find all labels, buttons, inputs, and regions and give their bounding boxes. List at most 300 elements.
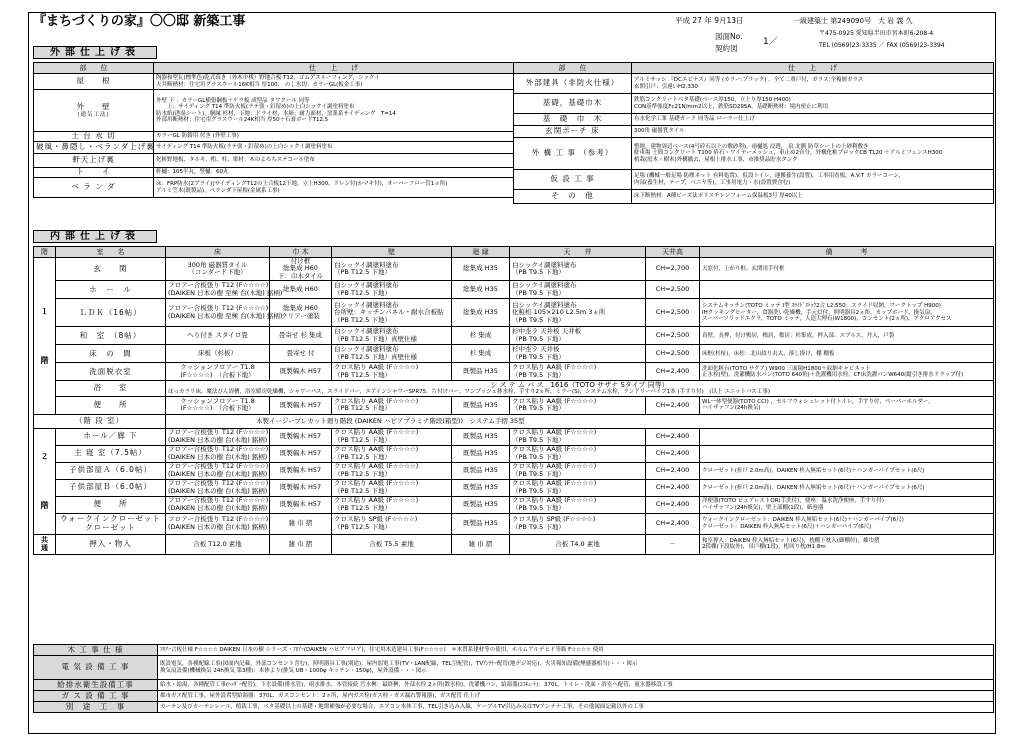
spec-cell (154, 154, 514, 168)
bottom-table (33, 644, 994, 713)
room-title: 洗面脱衣室 (89, 366, 132, 376)
cell-line: 総集成 H35 (463, 308, 498, 317)
bottom-row (34, 680, 994, 691)
note-cell (700, 281, 994, 299)
room-title-2: クローゼット (85, 522, 136, 532)
room-row (34, 258, 994, 281)
bottom-line: カーテン及びカーテンレール，植栽工事，ベタ基礎以上の基礎・地盤補強が必要な場合，エアコン本体工事，TEL引き込み入線，ケーブルTV引込み又はTVアンテナ工事，その他図面記載以外の工事 (160, 703, 644, 710)
cell-line: クロス貼り SP級 (F☆☆☆☆) (512, 515, 596, 524)
date: 平成 27 年 9月13日 (675, 16, 744, 25)
cell-line: （PB T12.5 下地）真壁仕様 (334, 334, 417, 343)
room-name (56, 513, 166, 534)
cell-line: 止水栓(壁)，洗濯機防水パン(TOTO 640角)＋洗濯機用水栓，CF床洗濯パンW640(縦引き排水ドラップ付) (702, 371, 964, 378)
tel: TEL (0569)23-3335 ／ FAX (0569)23-3394 (819, 42, 945, 49)
room-title: 浴 室 (93, 383, 128, 393)
part-label (34, 168, 154, 178)
note-cell (700, 513, 994, 534)
cell-line: 白シックイ調塗料塗布 (334, 260, 399, 269)
cell-line: 雑 巾 摺 (288, 519, 313, 528)
cell-line: アルミ笠木(既製品)，ベランダ下屋根(金属系工事) (156, 187, 280, 194)
cell-line: 杉中杢ラ 天井板 (512, 345, 560, 354)
room-row (34, 327, 994, 345)
cell-line: （PB T9.5 下地） (512, 435, 565, 444)
room-name (56, 496, 166, 513)
bottom-row (34, 645, 994, 656)
cell-line: 既製幅木 H57 (279, 449, 322, 458)
cell-line: クリアー塗装 (281, 311, 320, 320)
cell-line: クッションフロアー T1.8 (180, 396, 255, 405)
cell-line: クロス貼り AA級 (F☆☆☆☆) (512, 496, 597, 505)
floor-kai: 階 (40, 355, 49, 365)
ceiling-cell (510, 258, 646, 281)
cell-line: 化粧野地板、タルキ、桁、柱、梁材：木のよろちステコール塗布 (156, 157, 315, 164)
cell-line: CH=2,400 (655, 466, 690, 475)
base-cell (270, 327, 332, 345)
bottom-text (158, 702, 994, 713)
cell-line: (DAIKEN 日本の樹 台(木地) 銘柄) (168, 435, 268, 444)
address: 〒475-0925 愛知県半田市宮本町6-208-4 (819, 30, 934, 37)
cell-line: クロス貼り AA級 (F☆☆☆☆) (334, 479, 419, 488)
floor-cell (166, 258, 270, 281)
cell-line: クロス貼り AA級 (F☆☆☆☆) (334, 462, 419, 471)
cell-line: 外部用断熱材：住宅用グラスウール24K相当 厚50＋石膏ボードT12.5 (156, 116, 329, 123)
common-label-1: 共 (41, 536, 48, 545)
spec-sheet (28, 12, 996, 734)
cell-line: 杉 集成 (469, 349, 492, 358)
cell-line: 駐車場 土間コンクリート T100 砕石・ワイヤーメッシュ，車止め2台分，外構化粧ブロックCB T120 ＋アルミフェンスH300 (634, 150, 943, 157)
height-cell (646, 479, 700, 496)
ceiling-cell (510, 396, 646, 414)
bottom-text (158, 680, 994, 691)
spec-cell (632, 94, 994, 114)
cell-line: クロス貼り AA級 (F☆☆☆☆) (334, 496, 419, 505)
part-name: 仮 設 工 事 (550, 174, 595, 184)
part-name: 破風・鼻隠し・ベランダ上げ裏 (36, 142, 155, 152)
col-header: 廻 縁 (452, 247, 510, 258)
cell-line: 既製幅木 H57 (279, 483, 322, 492)
cell-line: システムキッチン(TOTO ミッテ I型 ｽﾗｲﾄﾞｽﾄｯｸ2合 L2,550：スライド収納，ワークトップ H900) (702, 303, 941, 310)
molding-cell (452, 281, 510, 299)
cell-line: 総集成 H35 (463, 264, 498, 273)
ceiling-cell (510, 462, 646, 479)
cell-line: 軒樋：105半丸，竪樋：60丸 (156, 169, 229, 176)
height-cell (646, 281, 700, 299)
floor-cell (166, 479, 270, 496)
note-cell (700, 258, 994, 281)
floor-cell (166, 462, 270, 479)
cell-line: サイディング T14 準防火板(ラテ張・釘留め)の上白シックイ調塗料塗布 (156, 144, 333, 151)
room-name (56, 479, 166, 496)
cell-line: 洋便器(TOTO ピュアレストQR(手洗付)，便座：温水洗浄便座，手すり付) (702, 498, 884, 505)
room-name (56, 345, 166, 363)
cell-line: クローゼット(折戸 2.0m高)，DAIKEN 枠入無垢セット(6尺)＋ハンガーパイプセット(6尺) (702, 467, 925, 474)
cell-line: 畳寄せ 付 (286, 349, 315, 358)
cell-line: 白シックイ調塗料塗布 (512, 300, 577, 309)
cell-line: 畳寄せ 杉 集成 (278, 331, 323, 340)
note-cell (700, 534, 994, 554)
room-row (34, 445, 994, 462)
col-header: 天 井 (510, 247, 646, 258)
cell-line: 防水紙(透湿シート)，胴縁 杉材，下地：ドライ材，本締：耐力面材，窯業系サイディング T=14 (156, 110, 396, 117)
room-name (56, 258, 166, 281)
cell-line: へり付き スタイロ畳 (187, 331, 248, 340)
cell-line: 杉 集成 (469, 331, 492, 340)
cell-line: CH=2,500 (655, 308, 690, 317)
part-label (34, 74, 154, 90)
room-title: ウォークインクローゼット (60, 514, 161, 524)
height-cell (646, 299, 700, 327)
height-cell (646, 513, 700, 534)
spec-cell (632, 138, 994, 170)
base-cell (270, 445, 332, 462)
room-row (34, 345, 994, 363)
ceiling-cell (510, 479, 646, 496)
cell-line: 有水化学工業 基礎ガード 同等品 ローラー仕上げ (634, 116, 755, 123)
part-label (514, 170, 632, 190)
room-row (34, 381, 994, 396)
note-cell (700, 445, 994, 462)
cell-line: （PB T9.5 下地） (512, 486, 565, 495)
cell-line: 天井断熱材：住宅用グラスウール16K相当 厚100、 のし水切：カラーGL(板金工事) (156, 81, 363, 88)
exterior-row (34, 132, 514, 142)
cell-line: CH=2,400 (655, 449, 690, 458)
cell-line: （PB T12.5 下地） (334, 452, 391, 461)
base-cell (270, 396, 332, 414)
cell-line: （PB T12.5 下地） (334, 469, 391, 478)
cell-line: 既製品 H35 (463, 367, 498, 376)
cell-line: (F☆☆☆☆) （合板下地） (180, 404, 255, 413)
ceiling-cell (510, 345, 646, 363)
room-name (56, 281, 166, 299)
ceiling-cell (510, 363, 646, 381)
base-cell (270, 428, 332, 445)
cell-line: 合板 T12.0 素地 (193, 539, 242, 548)
spec-cell (632, 126, 994, 138)
bottom-row (34, 656, 994, 680)
room-name (56, 363, 166, 381)
cell-line: クロス貼り AA級 (F☆☆☆☆) (334, 363, 419, 372)
cell-line: クロス貼り AA級 (F☆☆☆☆) (334, 428, 419, 437)
wall-cell (332, 496, 452, 513)
cell-line: 白シックイ調塗料塗布 (512, 260, 577, 269)
note-cell (700, 327, 994, 345)
cell-line: 既製品 H35 (463, 483, 498, 492)
cell-line: クロス貼り AA級 (F☆☆☆☆) (512, 479, 597, 488)
col-header: 天井高 (646, 247, 700, 258)
spec-cell (632, 74, 994, 94)
cell-line: クロス貼り AA級 (F☆☆☆☆) (334, 396, 419, 405)
part-label (514, 114, 632, 126)
cell-line: クッションフロアー T1.8 (180, 363, 255, 372)
wall-cell (332, 396, 452, 414)
ceiling-cell (510, 281, 646, 299)
cell-line: 合板 T4.0 素地 (555, 539, 600, 548)
base-cell (270, 345, 332, 363)
cell-line: 化粧桁 105×210 L2.5m 3ヵ所 (512, 308, 606, 317)
exterior-row (514, 138, 994, 170)
room-row (34, 363, 994, 381)
spec-cell (632, 170, 994, 190)
cell-line: 床下断熱材：A種ビーズ法ポリスチレンフォーム保温板3号 厚40以上 (634, 193, 803, 200)
exterior-row (34, 154, 514, 168)
bottom-text (158, 691, 994, 702)
cell-line: WL一体型便器(TOTO CCⅠ) ，セルフウォシュレット付トイレ，手すり付，ペーパーホルダー， (702, 398, 934, 405)
cell-line: 合板 T5.5 素地 (369, 539, 414, 548)
cell-line: クロス貼り AA級 (F☆☆☆☆) (334, 445, 419, 454)
room-name (56, 381, 166, 396)
height-cell (646, 428, 700, 445)
cell-line: 白シックイ調塗料塗布 (334, 327, 399, 336)
floor-cell (166, 299, 283, 327)
part-name: そ の 他 (551, 191, 594, 201)
cell-line: 陶器和型瓦(標準色)乾式葺き（外木中桟）野地合板 T12，ゴムアスルーフィング，シックイ (156, 75, 380, 82)
room-row (34, 496, 994, 513)
cell-line: (DAIKEN 日本の樹 至極 台(木地) 銘柄) (168, 311, 283, 320)
floor-cell (166, 327, 270, 345)
cell-line: 300角 磁器質タイル (187, 260, 248, 269)
ceiling-cell (510, 299, 646, 327)
cell-line: 総集成 H35 (463, 285, 498, 294)
cell-line: 洗面化粧台(TOTO サクア) W900 三面鏡H1800＋収納キャビネット (702, 365, 871, 372)
cell-line: ハイザァフン(24h換気)，壁上部棚(1段)，紙巻器 (702, 504, 824, 511)
cell-line: クロス貼り AA級 (F☆☆☆☆) (512, 428, 597, 437)
cell-line: （PB T12.5 下地） (334, 522, 391, 531)
floor-level (34, 428, 56, 534)
height-cell (646, 445, 700, 462)
exterior-row (514, 114, 994, 126)
note-cell (700, 428, 994, 445)
cell-line: （PB T9.5 下地） (512, 334, 565, 343)
height-cell (646, 396, 700, 414)
cell-line: (DAIKEN 日本の樹 台(木地) 銘柄) (168, 503, 268, 512)
exterior-table-left (33, 62, 514, 198)
base-cell (270, 534, 332, 554)
cell-line: 白シックイ調塗料塗布 (334, 281, 399, 290)
header-spec: 仕 上 げ (632, 63, 994, 74)
room-title: ＬＤＫ（16帖） (79, 307, 142, 317)
ceiling-cell (510, 428, 646, 445)
cell-line: 玄関引戸：引違いH2,330 (634, 83, 698, 90)
company: 一級建築士 第249090号 大 岩 義 久 (793, 17, 913, 25)
cell-line: ウォークインクローゼット：DAIKEN 枠入無垢セット(6尺)＋ハンガーパイプ(6尺) (702, 517, 904, 524)
base-cell (270, 513, 332, 534)
col-header: 巾 木 (270, 247, 332, 258)
bottom-line: 給水・給湯，各種配管工事(ﾍｯﾀﾞｰ配管)，下水設備(排水管)，雨水排水，本管接続 汚水桝：最終桝，外部水栓 2ヵ所(散水栓)，洗濯機パン，給湯器(ｴｺｷｭｰﾄ)：370L，トイレ・洗面・浴室へ配管，量水器移設工事 (160, 681, 673, 688)
floor-level (34, 258, 56, 415)
cell-line: 300角 磁器質タイル (634, 128, 685, 135)
unit-bath-title: シ ス テ ム バ ス 1616（TOTO サザナ Sタイプ 同等） (490, 381, 669, 390)
cell-line: 既製品 H35 (463, 466, 498, 475)
part-label (34, 142, 154, 154)
section-interior-title: 内部仕上げ表 (33, 230, 157, 243)
wall-cell (332, 428, 452, 445)
note-cell (700, 299, 994, 327)
cell-line: 既製幅木 H57 (279, 367, 322, 376)
floor-cell (166, 496, 270, 513)
room-title: 床 の 間 (89, 348, 132, 358)
part-label (514, 94, 632, 114)
note-cell (700, 462, 994, 479)
cell-line: （PB T9.5 下地） (512, 268, 565, 277)
col-header: 壁 (332, 247, 452, 258)
cell-line: (DAIKEN 日本の樹 台(木地) 銘柄) (168, 452, 268, 461)
height-cell (646, 534, 700, 554)
cell-line: CH=2,400 (655, 519, 690, 528)
bottom-label: 電 気 設 備 工 事 (34, 656, 158, 680)
cell-line: 既製品 H35 (463, 432, 498, 441)
base-cell (270, 258, 332, 281)
room-row (34, 479, 994, 496)
ceiling-cell (510, 327, 646, 345)
cell-line: クローゼット：DAIKEN 枠入無垢セット(6尺)＋ハンガーパイプ(6尺) (702, 523, 872, 530)
cell-line: スーパーソリッドエクラ，TOTO ミッテ，人造大理石(W1800)，コンセント(2ヵ所)，アクロアクセス (702, 316, 952, 323)
part-name: ベ ラ ン ダ (71, 182, 116, 192)
part-label (34, 90, 154, 132)
cell-line: 付け框 (290, 257, 311, 265)
floor-number: １ (40, 306, 49, 316)
bottom-line: ﾌﾛｱｰ合板仕様 F☆☆☆☆ DAIKEN 日本の樹 シリーズ・ﾌﾛｱｰ(DAIKEN ハピアフロア)，住宅用木造建具工事(F☆☆☆☆) ＊木質系建材等の使用，ホルムアルデヒド等級 F☆☆☆☆ 使用 (160, 646, 604, 653)
cell-line: 白シックイ調塗料塗布 (512, 281, 577, 290)
spec-cell (154, 90, 514, 132)
room-row (34, 281, 994, 299)
cell-line: カラーGL 防錆用 付き (外壁工事) (156, 133, 239, 140)
part-name: ト イ (76, 167, 111, 177)
interior-header-row (34, 247, 994, 258)
wall-cell (332, 258, 452, 281)
wall-cell (332, 513, 452, 534)
unit-bath-spec: ほっカラリ床，魔法びん浴槽，浴室暖房乾燥機，シャワーバス，スライドバー，エアインシャワーSPR75，片付けバー，ワンプッシュ排水栓，手すり2ヵ所，ミラー(S)，システム水栓，ランドリーパイプ1本 (手すり付) (以上 ユニットバス工事) (168, 389, 771, 396)
room-title: ホ ー ル (89, 284, 132, 294)
part-name: 玄関ポーチ 床 (545, 126, 600, 136)
cell-line: ハイザァフン(24h換気) (702, 405, 761, 412)
room-title: 便 所 (93, 499, 128, 509)
part-label (514, 126, 632, 138)
cell-line: 鉄筋コンクリートベタ基礎(ベース厚150，立上り厚150 H400) (634, 97, 791, 104)
note-cell (700, 396, 994, 414)
cell-line: （PB T12.5 下地） (334, 404, 391, 413)
cell-line: 白シックイ調塗料塗布 (334, 300, 399, 309)
floor-number: ２ (40, 452, 49, 462)
cell-line: （PB T9.5 下地） (512, 469, 565, 478)
bottom-line: 都市ガス配管工事，屋外設置型給湯器：370L，ガスコンセント：2ヵ所，屋内ガス栓(ガス栓・ガス漏れ警報器)，ガス配管 仕上げ (160, 692, 481, 699)
exterior-row (514, 94, 994, 114)
bottom-line-2: 換気扇設備(機械換気 24h換気 第3種)：本体より(排気 UB・1000φ キッチン・150φ)，屋外設備・・・図示 (160, 667, 427, 674)
stair-spec: 木製イージープレカット廻り階段 (DAIKEN ハピアブラミナ階段(箱型)) システム手摺 35型 (166, 414, 994, 428)
header-spec: 仕 上 げ (154, 63, 514, 74)
cell-line: CH=2,400 (655, 483, 690, 492)
part-label (34, 178, 154, 198)
col-header: 備 考 (700, 247, 994, 258)
cell-line: CH=2,400 (655, 432, 690, 441)
room-title: 玄 関 (93, 263, 128, 273)
cell-line: 整地，建物周辺ベース(4号砕石以上の敷砂利)，雨樋処 浸透， 泉 北側 防草シートの上砂利敷き (634, 144, 869, 151)
floor-cell (166, 445, 270, 462)
wall-cell (332, 345, 452, 363)
molding-cell (452, 428, 510, 445)
unit-bath-cell (166, 381, 994, 396)
exterior-row (514, 190, 994, 204)
cell-line: CH=2,500 (655, 331, 690, 340)
height-cell (646, 496, 700, 513)
molding-cell (452, 496, 510, 513)
room-title: 便 所 (93, 399, 128, 409)
part-name: 基 礎 巾 木 (542, 114, 603, 124)
common-row (34, 534, 994, 554)
base-cell (270, 363, 332, 381)
cell-line: 総集成 H60 (283, 285, 318, 294)
molding-cell (452, 445, 510, 462)
cell-line: 杉中杢ラ 天井板 天井板 (512, 327, 582, 336)
col-header: 階 (34, 247, 56, 258)
cell-line: 総集成 H60 (283, 304, 318, 313)
bottom-label: 木 工 事 仕 様 (34, 645, 158, 656)
room-title: 主 寝 室（7.5帖） (74, 448, 147, 458)
exterior-row (34, 90, 514, 132)
spec-cell (154, 74, 514, 90)
room-name (56, 445, 166, 462)
cell-line: クロス貼り AA級 (F☆☆☆☆) (512, 445, 597, 454)
base-cell (270, 479, 332, 496)
molding-cell (452, 534, 510, 554)
floor-cell (166, 513, 270, 534)
molding-cell (452, 299, 510, 327)
molding-cell (452, 462, 510, 479)
exterior-row (34, 142, 514, 154)
cell-line: （PB T12.5 下地） (334, 288, 391, 297)
cell-line: 床框(杉柾)，床柱：北山絞り丸太，落し掛け，棚 棚板 (702, 350, 835, 357)
cell-line: 台所壁：キッチンパネル・耐水合板貼 (334, 308, 444, 317)
height-cell (646, 258, 700, 281)
cell-line: － (669, 539, 676, 548)
room-title: 子供部屋Ａ（6.0帖） (69, 465, 152, 475)
cell-line: 外壁 下 ：カラーGL横張鋼板＋ケラ板 成型品 タワクール 同等 (156, 97, 310, 104)
cell-line: 白シックイ調塗料塗布 (334, 345, 399, 354)
page-label: 図面No. (715, 32, 743, 41)
cell-line: （PB T9.5 下地） (512, 503, 565, 512)
room-name (56, 462, 166, 479)
part-label (514, 190, 632, 204)
note-cell (700, 363, 994, 381)
molding-cell (452, 479, 510, 496)
cell-line: 押入・物入 (89, 538, 132, 548)
cell-line: 既製幅木 H57 (279, 466, 322, 475)
cell-line: 既製品 H35 (463, 500, 498, 509)
cell-line: 下：巾木タイル (277, 271, 324, 280)
cell-line: クロス貼り SP級 (F☆☆☆☆) (334, 515, 418, 524)
part-label (514, 74, 632, 94)
cell-line: 既製幅木 H57 (279, 400, 322, 409)
header-part: 部 位 (34, 63, 154, 74)
spec-cell (632, 190, 994, 204)
molding-cell (452, 396, 510, 414)
part-label (34, 154, 154, 168)
page-title: 『まちづくりの家』〇〇邸 新築工事 (33, 14, 246, 29)
cell-line: （コンダード下地） (188, 268, 247, 277)
cell-line: 内部(養生材，テープ，ベニヤ等)，工事用電力・水(設置費含む) (634, 179, 791, 186)
molding-cell (452, 513, 510, 534)
cell-line: フロアー合板張り T12 (F☆☆☆☆) (168, 462, 269, 471)
stair-row (34, 414, 994, 428)
height-cell (646, 363, 700, 381)
cell-line: クロス貼り AA級 (F☆☆☆☆) (512, 363, 597, 372)
wall-cell (332, 327, 452, 345)
cell-line: フロアー合板張り T12 (F☆☆☆☆) (168, 281, 269, 290)
cell-line: （PB T12.5 下地） (334, 268, 391, 277)
bottom-label: ガ ス 設 備 工 事 (34, 691, 158, 702)
cell-line: (DAIKEN 日本の樹 台(木地) 銘柄) (168, 486, 268, 495)
cell-line: 雑 巾 摺 (468, 539, 493, 548)
cell-line: 真壁，長押，付け鴨居，鴨居，敷居：杉集成，押入部：スプルス，丹入，戸袋 (702, 332, 895, 339)
